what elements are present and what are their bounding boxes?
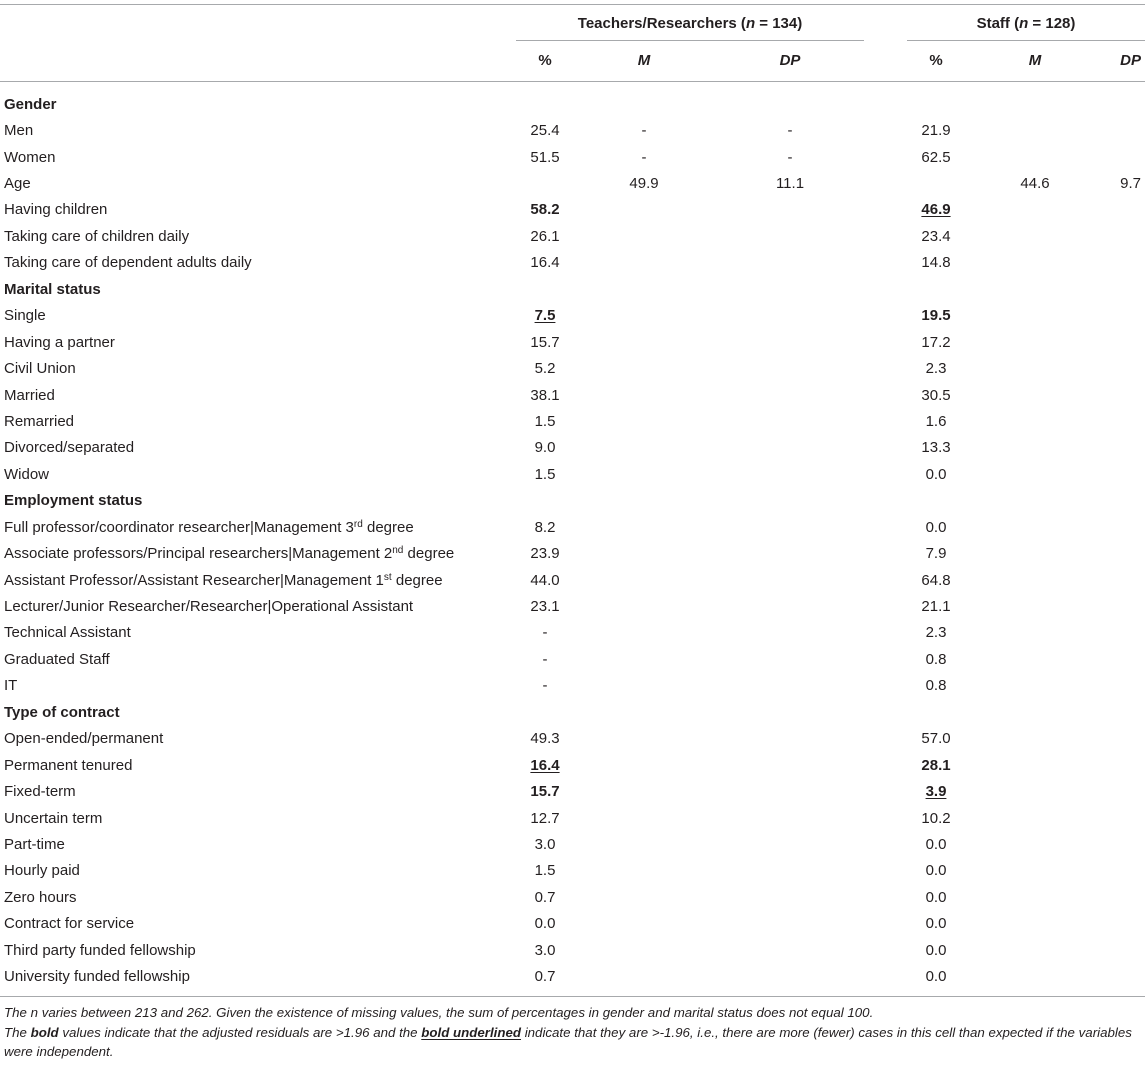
table-row [0, 355, 1145, 381]
cell-t-pct: 26.1 [530, 227, 560, 245]
cell-t-pct: - [542, 677, 548, 695]
table-row [0, 144, 1145, 170]
cell-s-dp: 9.7 [1120, 175, 1141, 193]
cell-s-pct: 0.0 [925, 465, 947, 483]
row-label: Lecturer/Junior Researcher/Researcher|Operational Assistant [4, 598, 414, 616]
cell-s-pct: 62.5 [921, 148, 951, 166]
cell-t-pct: 49.3 [530, 730, 560, 748]
section-header-row [0, 276, 1145, 302]
table-row [0, 540, 1145, 566]
table-row [0, 197, 1145, 223]
row-label: Associate professors/Principal researchers|Management 2nd degree [4, 545, 455, 563]
cell-s-pct: 21.1 [921, 598, 951, 616]
cell-s-pct: 0.0 [925, 915, 947, 933]
table-row [0, 726, 1145, 752]
row-label: Women [4, 148, 56, 166]
table-row [0, 805, 1145, 831]
cell-t-pct: 0.0 [534, 915, 556, 933]
cell-s-pct: 3.9 [925, 783, 947, 801]
cell-t-pct: 23.9 [530, 545, 560, 563]
row-label: Civil Union [4, 360, 76, 378]
cell-s-pct: 46.9 [921, 201, 951, 219]
cell-t-pct: 15.7 [530, 333, 560, 351]
table-row [0, 435, 1145, 461]
row-label: Taking care of children daily [4, 227, 190, 245]
cell-s-pct: 7.9 [925, 545, 947, 563]
cell-t-pct: - [542, 624, 548, 642]
table-row [0, 567, 1145, 593]
section-label: Type of contract [4, 703, 120, 721]
table-row [0, 673, 1145, 699]
row-label: Open-ended/permanent [4, 730, 164, 748]
cell-t-pct: 25.4 [530, 122, 560, 140]
table-row [0, 858, 1145, 884]
row-label: Having a partner [4, 333, 115, 351]
cell-t-pct: - [542, 650, 548, 668]
row-label: Zero hours [4, 888, 77, 906]
subheader-s-dp: DP [1120, 52, 1141, 69]
cell-s-pct: 0.8 [925, 677, 947, 695]
cell-s-pct: 0.0 [925, 862, 947, 880]
cell-t-dp: - [787, 148, 793, 166]
section-header-row [0, 699, 1145, 725]
row-label: Hourly paid [4, 862, 80, 880]
row-label: Third party funded fellowship [4, 941, 196, 959]
cell-s-pct: 0.0 [925, 518, 947, 536]
note-line-2: The bold values indicate that the adjusted residuals are >1.96 and the bold underlined indicate that they are >-1.96, i.e., there are more (fewer) cases in this cell than expected if the variables were independent. [4, 1024, 1132, 1059]
cell-s-pct: 0.0 [925, 888, 947, 906]
table-row [0, 408, 1145, 434]
section-header-row [0, 91, 1145, 117]
cell-s-pct: 28.1 [921, 756, 951, 774]
table-row [0, 250, 1145, 276]
cell-s-pct: 57.0 [921, 730, 951, 748]
cell-s-pct: 17.2 [921, 333, 951, 351]
table-row [0, 646, 1145, 672]
subheader-t-m: M [637, 52, 651, 69]
cell-s-pct: 30.5 [921, 386, 951, 404]
subheader-s-m: M [1028, 52, 1042, 69]
cell-t-m: - [641, 122, 647, 140]
row-label: Taking care of dependent adults daily [4, 254, 252, 272]
row-label: Technical Assistant [4, 624, 131, 642]
row-label: Part-time [4, 835, 65, 853]
row-label: Single [4, 307, 46, 325]
cell-t-pct: 58.2 [530, 201, 560, 219]
table-top-rule [0, 4, 1145, 5]
table-row [0, 778, 1145, 804]
table-row [0, 461, 1145, 487]
table-notes [4, 1003, 1142, 1062]
row-label: Uncertain term [4, 809, 103, 827]
row-label: IT [4, 677, 18, 695]
row-label: Having children [4, 201, 108, 219]
row-label: Men [4, 122, 34, 140]
table-row [0, 620, 1145, 646]
row-label: Graduated Staff [4, 650, 110, 668]
cell-t-pct: 1.5 [534, 862, 556, 880]
cell-t-pct: 16.4 [530, 254, 560, 272]
table-row [0, 963, 1145, 989]
section-label: Marital status [4, 280, 101, 298]
row-label: Married [4, 386, 55, 404]
cell-t-pct: 3.0 [534, 835, 556, 853]
cell-t-pct: 44.0 [530, 571, 560, 589]
table-row [0, 223, 1145, 249]
cell-t-pct: 7.5 [534, 307, 556, 325]
cell-s-m: 44.6 [1020, 175, 1050, 193]
data-table [0, 91, 1145, 990]
table-row [0, 329, 1145, 355]
cell-s-pct: 13.3 [921, 439, 951, 457]
group-underline-teachers [516, 40, 864, 41]
table-row [0, 937, 1145, 963]
cell-s-pct: 2.3 [925, 360, 947, 378]
cell-s-pct: 14.8 [921, 254, 951, 272]
cell-s-pct: 23.4 [921, 227, 951, 245]
table-row [0, 117, 1145, 143]
cell-s-pct: 0.8 [925, 650, 947, 668]
group-header-staff: Staff (n = 128) [976, 15, 1076, 32]
cell-t-pct: 23.1 [530, 598, 560, 616]
cell-t-dp: 11.1 [775, 175, 805, 193]
cell-t-m: - [641, 148, 647, 166]
cell-t-m: 49.9 [629, 175, 659, 193]
header-bottom-rule [0, 81, 1145, 82]
section-header-row [0, 488, 1145, 514]
row-label: Widow [4, 465, 50, 483]
subheader-s-pct: % [929, 52, 943, 69]
cell-s-pct: 21.9 [921, 122, 951, 140]
group-header-teachers: Teachers/Researchers (n = 134) [577, 15, 803, 32]
table-body [0, 91, 1145, 990]
cell-s-pct: 0.0 [925, 968, 947, 986]
cell-t-pct: 12.7 [530, 809, 560, 827]
subheader-t-pct: % [538, 52, 552, 69]
row-label: Contract for service [4, 915, 135, 933]
row-label: University funded fellowship [4, 968, 190, 986]
cell-s-pct: 19.5 [921, 307, 951, 325]
cell-t-pct: 15.7 [530, 783, 560, 801]
table-row [0, 911, 1145, 937]
row-label: Remarried [4, 412, 75, 430]
cell-t-pct: 3.0 [534, 941, 556, 959]
cell-s-pct: 10.2 [921, 809, 951, 827]
row-label: Permanent tenured [4, 756, 133, 774]
row-label: Divorced/separated [4, 439, 135, 457]
cell-t-pct: 0.7 [534, 888, 556, 906]
table-row [0, 382, 1145, 408]
cell-s-pct: 0.0 [925, 835, 947, 853]
cell-t-pct: 1.5 [534, 412, 556, 430]
row-label: Full professor/coordinator researcher|Management 3rd degree [4, 518, 414, 536]
table-row [0, 831, 1145, 857]
table-row [0, 593, 1145, 619]
row-label: Age [4, 175, 31, 193]
section-label: Gender [4, 95, 57, 113]
cell-t-pct: 38.1 [530, 386, 560, 404]
subheader-t-dp: DP [779, 52, 801, 69]
table-row [0, 303, 1145, 329]
note-line-1: The n varies between 213 and 262. Given the existence of missing values, the sum of percentages in gender and marital status does not equal 100. [4, 1005, 874, 1020]
table-bottom-rule [0, 996, 1145, 997]
cell-t-pct: 5.2 [534, 360, 556, 378]
cell-t-pct: 51.5 [530, 148, 560, 166]
cell-t-pct: 8.2 [534, 518, 556, 536]
group-underline-staff [907, 40, 1145, 41]
cell-t-pct: 9.0 [534, 439, 556, 457]
section-label: Employment status [4, 492, 143, 510]
cell-s-pct: 0.0 [925, 941, 947, 959]
cell-s-pct: 64.8 [921, 571, 951, 589]
table-row [0, 752, 1145, 778]
cell-t-pct: 0.7 [534, 968, 556, 986]
row-label: Fixed-term [4, 783, 76, 801]
cell-t-dp: - [787, 122, 793, 140]
row-label: Assistant Professor/Assistant Researcher|Management 1st degree [4, 571, 443, 589]
table-row [0, 170, 1145, 196]
cell-t-pct: 1.5 [534, 465, 556, 483]
cell-s-pct: 2.3 [925, 624, 947, 642]
cell-s-pct: 1.6 [925, 412, 947, 430]
table-row [0, 884, 1145, 910]
cell-t-pct: 16.4 [530, 756, 560, 774]
table-row [0, 514, 1145, 540]
